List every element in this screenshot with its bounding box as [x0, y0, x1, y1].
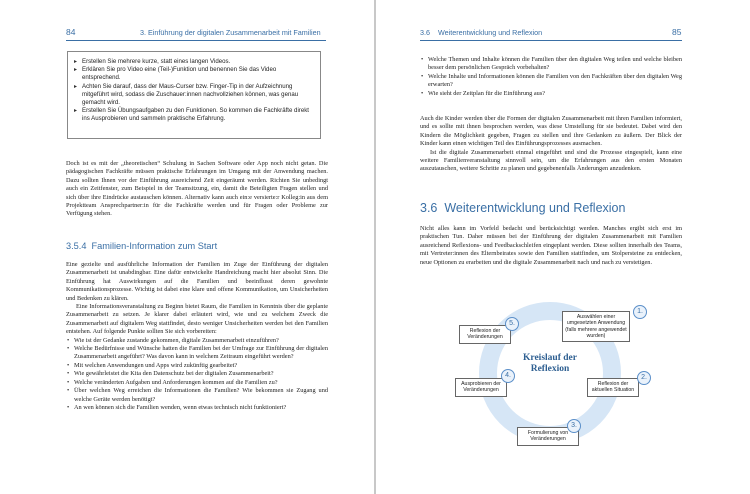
step-number-5: 5.	[505, 317, 519, 331]
paragraph: Eine Informationsveranstaltung zu Beginn bietet Raum, die Familien in Kenntnis über die geplante Zusammenarbeit zu setzen. Je klarer dabei erläutert wird, wie und zu welchem Zweck die Zusammenarbeit auf digitalem Weg stattfindet, desto weniger Unsicherheiten werden bei den Familien entstehen. Auf folgende Punkte sollten Sie sich vorbereiten:	[66, 303, 328, 336]
step-number-2: 2.	[637, 371, 651, 385]
list-item: • Mit welchen Anwendungen und Apps wird zukünftig gearbeitet?	[74, 362, 328, 370]
paragraph: Auch die Kinder werden über die Formen der digitalen Zusammenarbeit mit ihren Familien informiert, und es sollte mit ihnen besprochen werden, was diese Umstellung für sie bedeutet. Dabei wird den Kindern die Möglichkeit gegeben, Fragen zu stellen und ihre Gedanken zu äußern. Der Blick der Kinder kann einen wichtigen Teil des Einführungsprozesses ausmachen.	[420, 115, 682, 148]
step-label: Formulierung von Veränderungen	[527, 430, 569, 443]
paragraph: Nicht alles kann im Vorfeld bedacht und berücksichtigt werden. Manches ergibt sich erst im praktischen Tun. Daher müssen bei der Einführung der digitalen Zusammenarbeit mit Familien ausreichend Reflexions- und Feedbackschleifen eingeplant werden. Diese sollten innerhalb des Teams, mit Vertreter:innen des Elternbeirates sowie den Familien stattfinden, um Stolpersteine zu entdecken, neue Optionen zu erarbeiten und die digitale Zusammenarbeit nach und nach zu verstetigen.	[420, 225, 682, 266]
list-item: • Welche veränderten Aufgaben und Anforderungen kommen auf die Familien zu?	[74, 379, 328, 387]
tip-item: ▸ Erstellen Sie mehrere kurze, statt eines langen Videos.	[82, 58, 314, 66]
paragraph: Ist die digitale Zusammenarbeit einmal eingeführt und sind die Prozesse eingespielt, kann eine weitere Familienveranstaltung sinnvoll sein, um die Erfahrungen aus den ersten Monaten auszutauschen, weitere Schritte zu planen und gegebenenfalls Änderungen anzudenken.	[420, 148, 682, 173]
tip-item: ▸ Erklären Sie pro Video eine (Teil-)Funktion und benennen Sie das Video entsprechend.	[82, 66, 314, 82]
step-label: Ausprobieren der Veränderungen	[461, 381, 501, 394]
section-heading-3-6	[420, 201, 625, 215]
right-page-number: 85	[672, 27, 682, 37]
tip-box	[67, 51, 321, 139]
paragraph: Eine gezielte und ausführliche Information der Familien im Zuge der Einführung der digitalen Zusammenarbeit ist unabdingbar. Eine dafür entwickelte Handreichung macht hier absolut Sinn. Die Einführung hat Auswirkungen auf die Familien und beeinflusst deren gewohnte Kommunikationsprozesse. Wichtig ist dabei eine klare und offene Kommunikation, um Unsicherheiten und Bedenken zu klären.	[66, 261, 328, 302]
running-head-number: 3.6	[420, 28, 430, 37]
paragraph: Doch ist es mit der „theoretischen“ Schulung in Sachen Software oder App noch nicht getan. Die pädagogischen Fachkräfte müssen praktische Erfahrungen im Umgang mit der Anwendung machen. Dazu sollten Ihnen vor der Einführung ausreichend Zeit eingeräumt werden. Richten Sie unbedingt auch ein Zeitfenster, zum Beispiel in der Teamsitzung, ein, damit die Beteiligten Fragen stellen und sich über ihre Eindrücke austauschen können. Alternativ kann auch ein:e versierte:r Kolleg:in aus dem Projektteam Ansprechpartner:in für die Fachkräfte werden und für Fragen oder Probleme zur Verfügung stehen.	[66, 160, 328, 218]
step-label: Reflexion der Veränderungen	[467, 328, 503, 341]
right-header-rule	[420, 40, 682, 41]
left-para-1	[66, 160, 328, 219]
list-item: • Wie sieht der Zeitplan für die Einführung aus?	[428, 90, 682, 98]
cycle-center-title: Kreislauf der Reflexion	[523, 353, 577, 374]
preparation-bullets	[66, 337, 328, 413]
list-item: • Welche Themen und Inhalte können die Familien über den digitalen Weg teilen und welche bleiben besser dem persönlichen Gespräch vorbehalten?	[428, 56, 682, 73]
step-number-1: 1.	[633, 305, 647, 319]
left-page	[0, 0, 374, 494]
tip-item: ▸ Achten Sie darauf, dass der Maus-Curser bzw. Finger-Tip in der Aufzeichnung mitgeführt wird, sodass die Zuschauer:innen nachvollziehen können, was genau gemacht wird.	[82, 83, 314, 108]
running-head-title: Weiterentwicklung und Reflexion	[438, 28, 543, 37]
cycle-step-2	[587, 378, 639, 397]
question-bullets	[420, 56, 682, 98]
step-number-4: 4.	[501, 369, 515, 383]
list-item: • Welche Inhalte und Informationen können die Familien von den Fachkräften über den digitalen Weg erwarten?	[428, 73, 682, 90]
left-running-head: 3. Einführung der digitalen Zusammenarbeit mit Familien	[140, 28, 321, 37]
right-running-head	[420, 28, 542, 37]
tip-list	[68, 52, 320, 124]
list-item: • An wen können sich die Familien wenden, wenn etwas technisch nicht funktioniert?	[74, 404, 328, 412]
section-number: 3.5.4	[66, 241, 87, 251]
right-body-1	[420, 115, 682, 174]
cycle-step-1	[562, 311, 630, 342]
list-item: • Wie gewährleistet die Kita den Datenschutz bei der digitalen Zusammenarbeit?	[74, 370, 328, 378]
list-item: • Wie ist der Gedanke zustande gekommen, digitale Zusammenarbeit einzuführen?	[74, 337, 328, 345]
right-body-2	[420, 225, 682, 267]
section-number: 3.6	[420, 201, 438, 215]
step-label: Reflexion der aktuellen Situation	[591, 381, 635, 394]
section-title: Familien-Information zum Start	[91, 241, 218, 251]
cycle-step-5	[459, 325, 511, 344]
left-body-2	[66, 261, 328, 412]
tip-item: ▸ Erstellen Sie Übungsaufgaben zu den Funktionen. So kommen die Fachkräfte direkt ins Ausprobieren und sammeln praktische Erfahrung.	[82, 107, 314, 123]
list-item: • Über welchen Weg erreichen die Informationen die Familien? Wie bekommen sie Zugang und welche Geräte werden benötigt?	[74, 387, 328, 404]
step-number-3: 3.	[567, 419, 581, 433]
section-heading-3-5-4	[66, 241, 217, 251]
left-header-rule	[66, 40, 326, 41]
step-label: Auswählen einer umgesetzten Anwendung (falls mehrere angewendet wurden)	[565, 314, 627, 339]
cycle-step-4	[455, 378, 507, 397]
list-item: • Welche Bedürfnisse und Wünsche hatten die Familien bei der Umfrage zur Einführung der digitalen Zusammenarbeit angeführt? Was davon kann in welchem Zeitraum eingeführt werden?	[74, 345, 328, 362]
section-title: Weiterentwicklung und Reflexion	[444, 201, 626, 215]
reflection-cycle-figure	[455, 285, 655, 460]
left-page-number: 84	[66, 27, 76, 37]
right-top-bullets	[420, 56, 682, 98]
